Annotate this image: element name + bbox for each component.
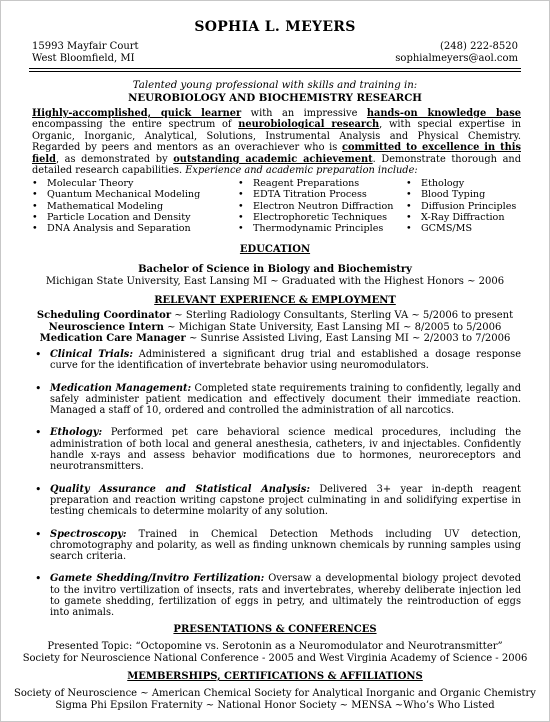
experience-item	[32, 383, 521, 417]
job-title: Scheduling Coordinator	[36, 310, 172, 321]
degree-title: Bachelor of Science in Biology and Biochemistry	[138, 264, 412, 275]
job-title: Neuroscience Intern	[48, 321, 164, 333]
summary-highlight: outstanding academic achievement	[173, 153, 373, 165]
address-line-2: West Bloomfield, MI	[32, 53, 135, 64]
job-title: Medication Care Manager	[39, 333, 186, 344]
summary-text: encompassing the entire spectrum of	[32, 119, 239, 131]
skill-item: • Ethology	[406, 178, 516, 189]
skill-item: • EDTA Titration Process	[238, 189, 393, 200]
memberships-heading: MEMBERSHIPS, CERTIFICATIONS & AFFILIATIONS	[127, 671, 423, 682]
phone-number: (248) 222-8520	[440, 41, 518, 52]
skills-column-2	[238, 178, 393, 234]
skill-item: • GCMS/MS	[406, 223, 516, 234]
header-rule-thick	[29, 68, 521, 69]
skills-list	[32, 178, 521, 238]
item-text: Administered a significant drug trial and established a dosage response curve for the identification of invertebrate behavior using neuromodulators.	[50, 349, 521, 372]
summary-text: , with special expertise in Organic, Inorganic, Analytical, Solutions, Instrumental Analysis and Physical Chemistry. Regarded by peers and mentors as an overachiever who is	[32, 119, 522, 154]
tagline-intro: Talented young professional with skills and training in:	[132, 80, 418, 91]
summary-text: , as demonstrated by	[55, 153, 174, 165]
address-line-1: 15993 Mayfair Court	[32, 41, 139, 52]
header-rule-thin	[29, 71, 521, 72]
item-label: Clinical Trials:	[50, 349, 133, 360]
summary-highlight: neurobiological research	[238, 119, 380, 131]
profile-summary	[32, 108, 521, 176]
skill-item: • Quantum Mechanical Modeling	[32, 189, 200, 200]
item-label: Medication Management:	[50, 382, 192, 394]
skill-item: • Thermodynamic Principles	[238, 223, 393, 234]
item-text: Trained in Chemical Detection Methods including UV detection, chromotography and polarity, as well as finding unknown chemicals by running samples using search criteria.	[50, 528, 521, 563]
experience-item	[32, 427, 521, 472]
experience-item	[32, 484, 521, 518]
item-text: Performed pet care behavioral science medical procedures, including the administration of both local and general anesthesia, catheters, iv and injectables. Confidently handle x-rays and assess behavior modifications due to hormones, neuroreceptors and neurotransmitters.	[50, 427, 521, 473]
skill-item: • Mathematical Modeling	[32, 201, 200, 212]
skill-item: • Blood Typing	[406, 189, 516, 200]
presentations-heading: PRESENTATIONS & CONFERENCES	[173, 624, 377, 635]
job-detail: ~ Sterling Radiology Consultants, Sterling VA ~ 5/2006 to present	[171, 310, 514, 321]
education-heading: EDUCATION	[239, 244, 311, 255]
memberships-line-2: Sigma Phi Epsilon Fraternity ~ National Honor Society ~ MENSA ~Who’s Who Listed	[55, 699, 495, 711]
item-text: Completed state requirements training to confidently, legally and safely administer patient medication and effectively document their immediate reaction. Managed a staff of 10, ordered and controlled the administration of all narcotics.	[50, 382, 521, 417]
summary-highlight: committed to excellence in this field	[32, 142, 521, 165]
skills-column-3	[406, 178, 516, 234]
summary-lead-in: Experience and academic preparation include:	[185, 165, 418, 177]
skill-item: • Molecular Theory	[32, 178, 200, 189]
item-label: Gamete Shedding/Invitro Fertilization:	[50, 573, 265, 585]
summary-highlight: hands-on knowledge base	[366, 108, 521, 119]
school-line: Michigan State University, East Lansing MI ~ Graduated with the Highest Honors ~ 2006	[45, 276, 505, 287]
tagline-field: NEUROBIOLOGY AND BIOCHEMISTRY RESEARCH	[128, 92, 422, 104]
professional-tagline	[1, 80, 549, 104]
skill-item: • Reagent Preparations	[238, 178, 393, 189]
summary-text: with an impressive	[241, 108, 367, 119]
summary-text: . Demonstrate thorough and detailed research capabilities.	[32, 153, 522, 177]
email-address: sophialmeyers@aol.com	[395, 53, 518, 64]
contact-block	[395, 41, 518, 65]
address-block	[32, 41, 139, 65]
presentation-topic: Presented Topic: “Octopomine vs. Serotonin as a Neuromodulator and Neurotransmitter”	[47, 641, 503, 652]
item-label: Ethology:	[50, 427, 103, 439]
skill-item: • Electrophoretic Techniques	[238, 212, 393, 223]
skill-item: • Diffusion Principles	[406, 201, 516, 212]
skills-column-1	[32, 178, 200, 234]
skill-item: • Electron Neutron Diffraction	[238, 201, 393, 212]
item-label: Spectroscopy:	[50, 528, 127, 540]
skill-item: • Particle Location and Density	[32, 212, 200, 223]
job-line	[1, 322, 549, 334]
memberships-line-1: Society of Neuroscience ~ American Chemical Society for Analytical Inorganic and Organic Chemistry	[14, 688, 536, 699]
experience-item	[32, 573, 521, 618]
presentation-venues: Society for Neuroscience National Conference - 2005 and West Virginia Academy of Science - 2006	[22, 652, 528, 664]
experience-heading: RELEVANT EXPERIENCE & EMPLOYMENT	[154, 295, 396, 306]
skill-item: • X-Ray Diffraction	[406, 212, 516, 223]
item-text: Delivered 3+ year in-depth reagent preparation and reaction writing capstone project culminating in and solidifying expertise in testing chemicals to determine molarity of any solution.	[50, 483, 521, 518]
experience-item	[32, 529, 521, 563]
job-detail: ~ Michigan State University, East Lansing MI ~ 8/2005 to 5/2006	[163, 321, 502, 333]
item-label: Quality Assurance and Statistical Analysis:	[50, 483, 310, 495]
job-detail: ~ Sunrise Assisted Living, East Lansing MI ~ 2/2003 to 7/2006	[185, 333, 511, 344]
summary-highlight: Highly-accomplished, quick learner	[32, 108, 242, 119]
skill-item: • DNA Analysis and Separation	[32, 223, 200, 234]
experience-bullets	[32, 349, 521, 630]
candidate-name: SOPHIA L. MEYERS	[194, 19, 356, 35]
experience-item	[32, 349, 521, 372]
item-text: Oversaw a developmental biology project devoted to the invitro vertilization of insects, rats and invertebrates, whereby deliberate injection led to gamete shedding, fertilization of eggs in petry, and ultimately the reintroduction of eggs into animals.	[50, 573, 521, 619]
job-line	[1, 333, 549, 345]
job-line	[1, 310, 549, 322]
